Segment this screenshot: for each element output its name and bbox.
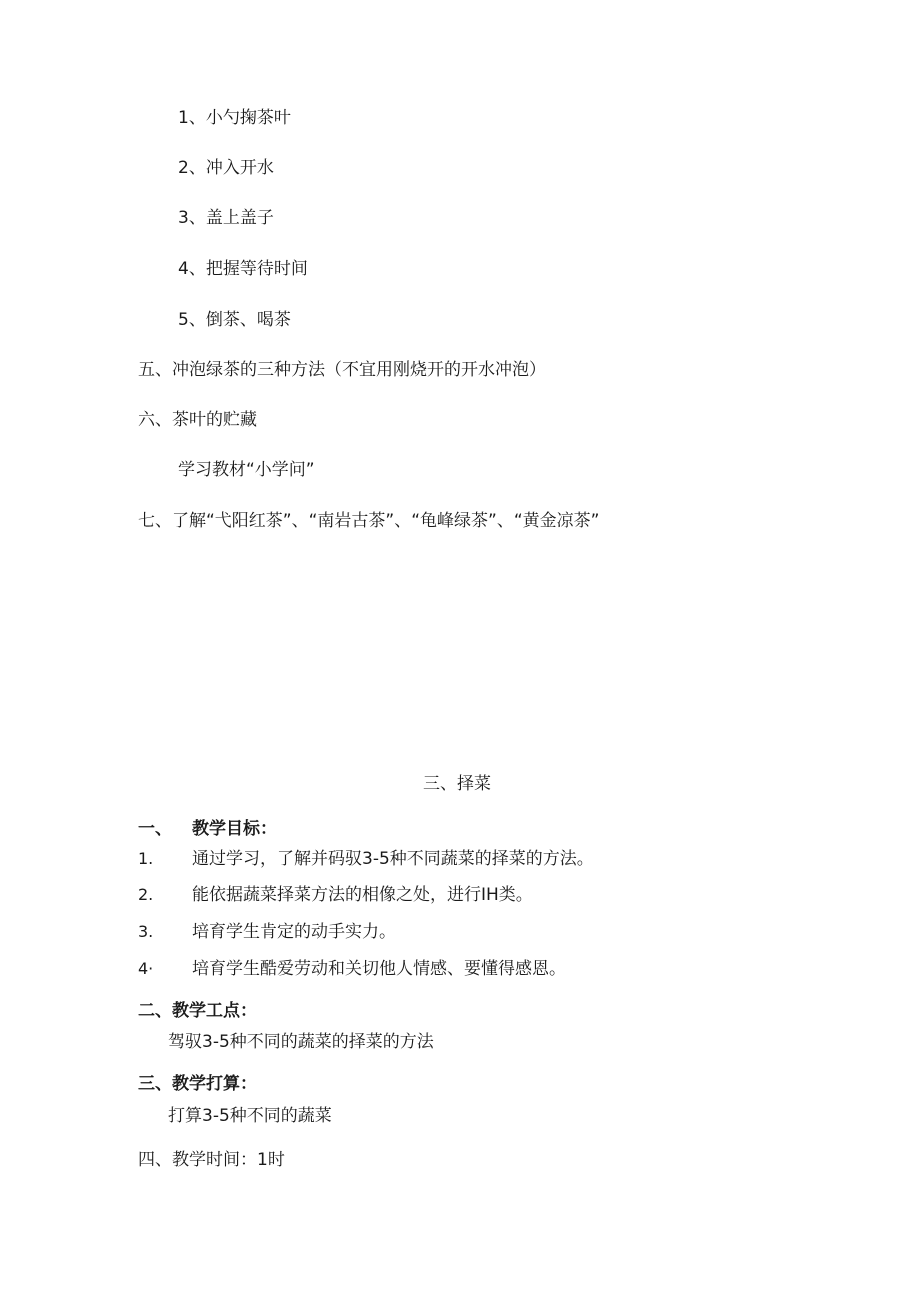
goal-number-3: 3. <box>138 922 154 941</box>
tea-item-6-detail: 学习教材“小学问” <box>178 460 315 480</box>
tea-item-6: 六、茶叶的贮藏 <box>138 410 257 430</box>
key-points-detail: 驾驭3-5种不同的蔬菜的择菜的方法 <box>168 1032 434 1052</box>
goal-number-4: 4· <box>138 959 154 978</box>
tea-step-1: 1、小勺掬茶叶 <box>178 108 291 128</box>
section-title: 三、择菜 <box>423 774 491 794</box>
goal-number-1: 1. <box>138 849 154 868</box>
tea-step-3: 3、盖上盖子 <box>178 208 274 228</box>
goal-text-4: 培育学生酷爱劳动和关切他人情感、要懂得感恩。 <box>192 959 566 979</box>
tea-step-2: 2、冲入开水 <box>178 158 274 178</box>
goals-heading: 教学目标： <box>192 819 277 839</box>
tea-item-5: 五、冲泡绿茶的三种方法（不宜用刚烧开的开水冲泡） <box>138 360 546 380</box>
goal-text-1: 通过学习，了解并码驭3-5种不同蔬菜的择菜的方法。 <box>192 849 594 869</box>
goals-heading-number: 一、 <box>138 819 172 839</box>
key-points-heading: 二、教学工点： <box>138 1001 257 1021</box>
preparation-heading: 三、教学打算： <box>138 1074 257 1094</box>
preparation-detail: 打算3-5种不同的蔬菜 <box>168 1106 332 1126</box>
tea-step-4: 4、把握等待时间 <box>178 259 308 279</box>
teaching-time: 四、教学时间：1时 <box>138 1150 285 1170</box>
tea-item-7: 七、了解“弋阳红茶”、“南岩古茶”、“龟峰绿茶”、“黄金凉茶” <box>138 511 600 531</box>
goal-text-2: 能依据蔬菜择菜方法的相像之处，进行IH类。 <box>192 885 533 905</box>
tea-step-5: 5、倒茶、喝茶 <box>178 310 291 330</box>
goal-number-2: 2. <box>138 885 154 904</box>
goal-text-3: 培育学生肯定的动手实力。 <box>192 922 396 942</box>
